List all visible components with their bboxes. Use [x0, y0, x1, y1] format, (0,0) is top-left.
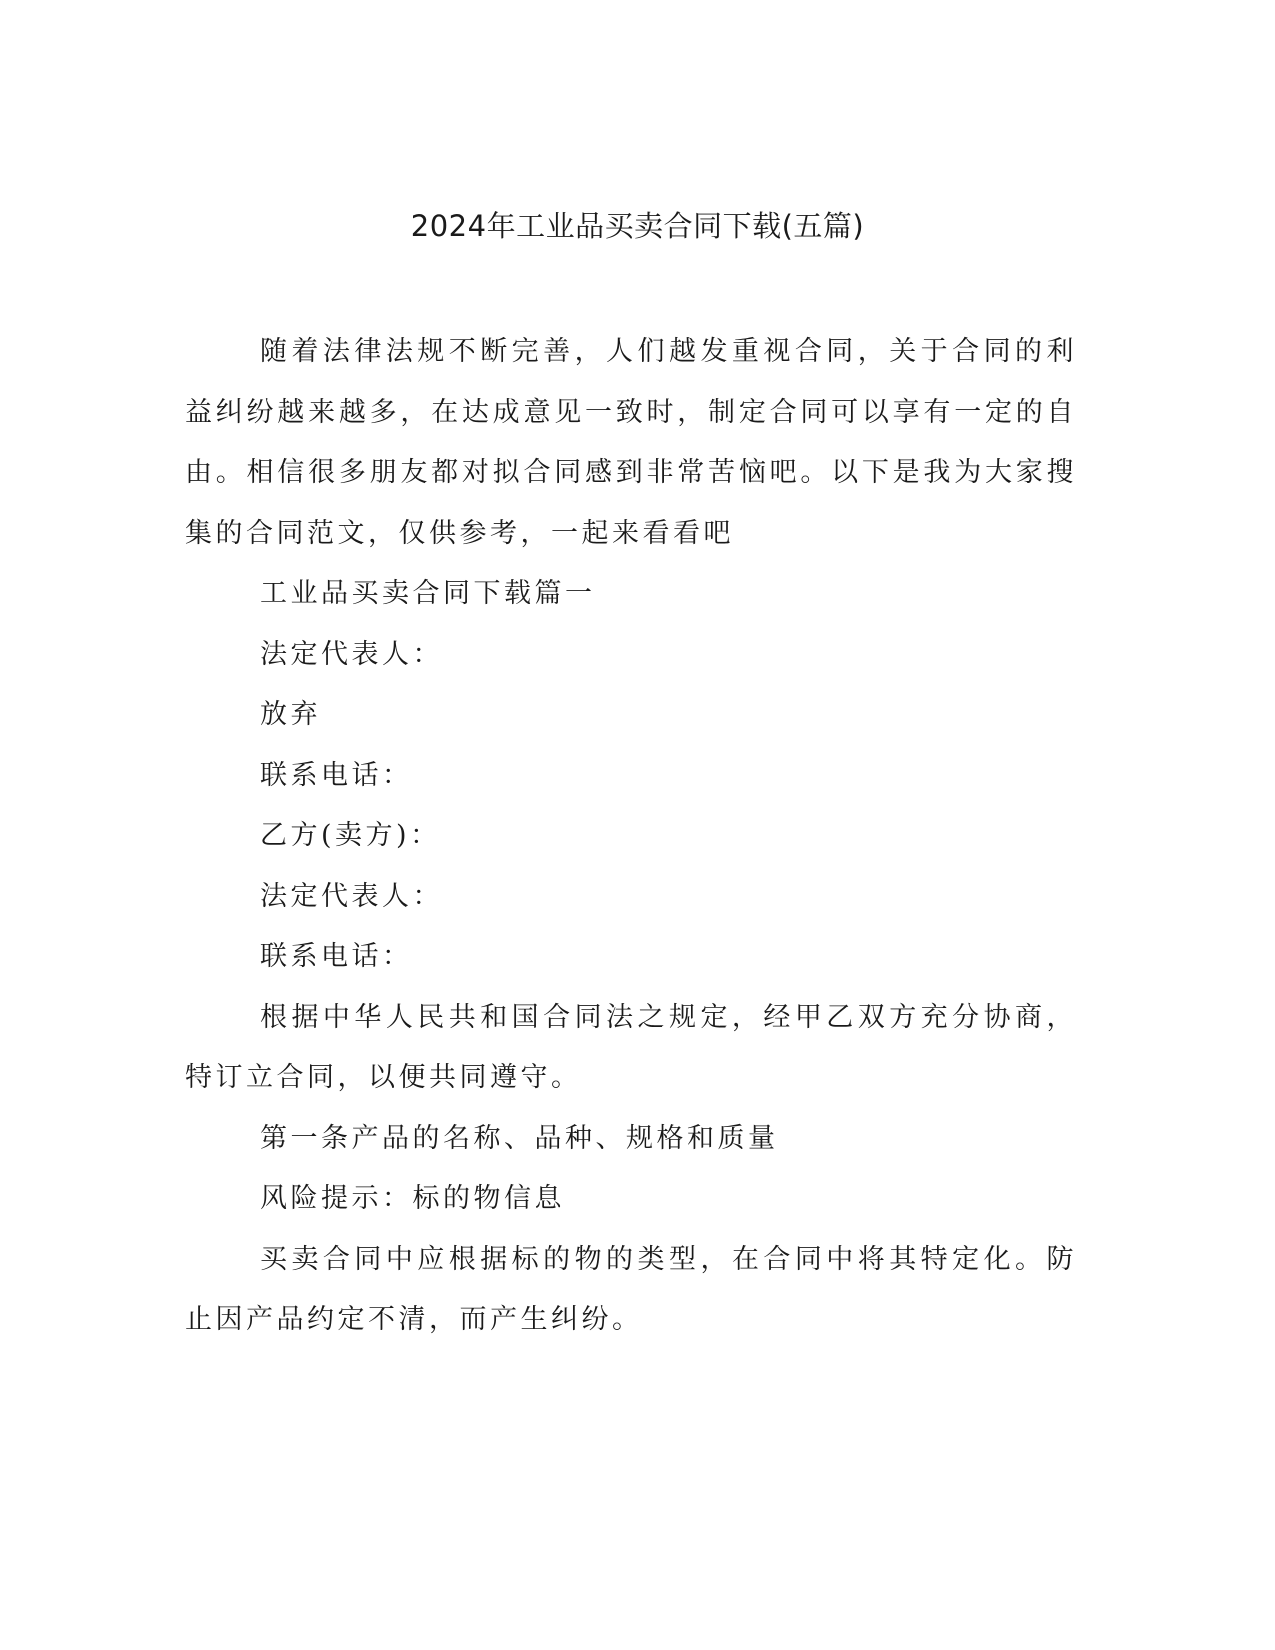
article-heading: 第一条产品的名称、品种、规格和质量: [260, 1122, 779, 1154]
contact-phone-line: 联系电话：: [260, 941, 413, 972]
legal-representative-line: 法定代表人：: [260, 880, 443, 912]
contract-basis-paragraph: 根据中华人民共和国合同法之规定，经甲乙双方充分协商，特订立合同，以便共同遵守。: [185, 1001, 1077, 1093]
legal-representative-line: 法定代表人：: [260, 638, 443, 670]
intro-paragraph: 随着法律法规不断完善，人们越发重视合同，关于合同的利益纠纷越来越多，在达成意见一致时，制定合同可以享有一定的自由。相信很多朋友都对拟合同感到非常苦恼吧。以下是我为大家搜集的合同范文，仅供参考，一起来看看吧: [185, 336, 1077, 549]
party-b-line: 乙方(卖方)：: [260, 820, 441, 851]
body-line: 放弃: [260, 699, 321, 730]
document-body: [185, 322, 1077, 1351]
section-heading: 工业品买卖合同下载篇一: [260, 578, 596, 609]
document-title: 2024年工业品买卖合同下载(五篇): [410, 209, 865, 243]
risk-notice-paragraph: 买卖合同中应根据标的物的类型，在合同中将其特定化。防止因产品约定不清，而产生纠纷。: [185, 1243, 1077, 1335]
contact-phone-line: 联系电话：: [260, 759, 413, 791]
risk-notice-line: 风险提示：标的物信息: [260, 1183, 565, 1214]
